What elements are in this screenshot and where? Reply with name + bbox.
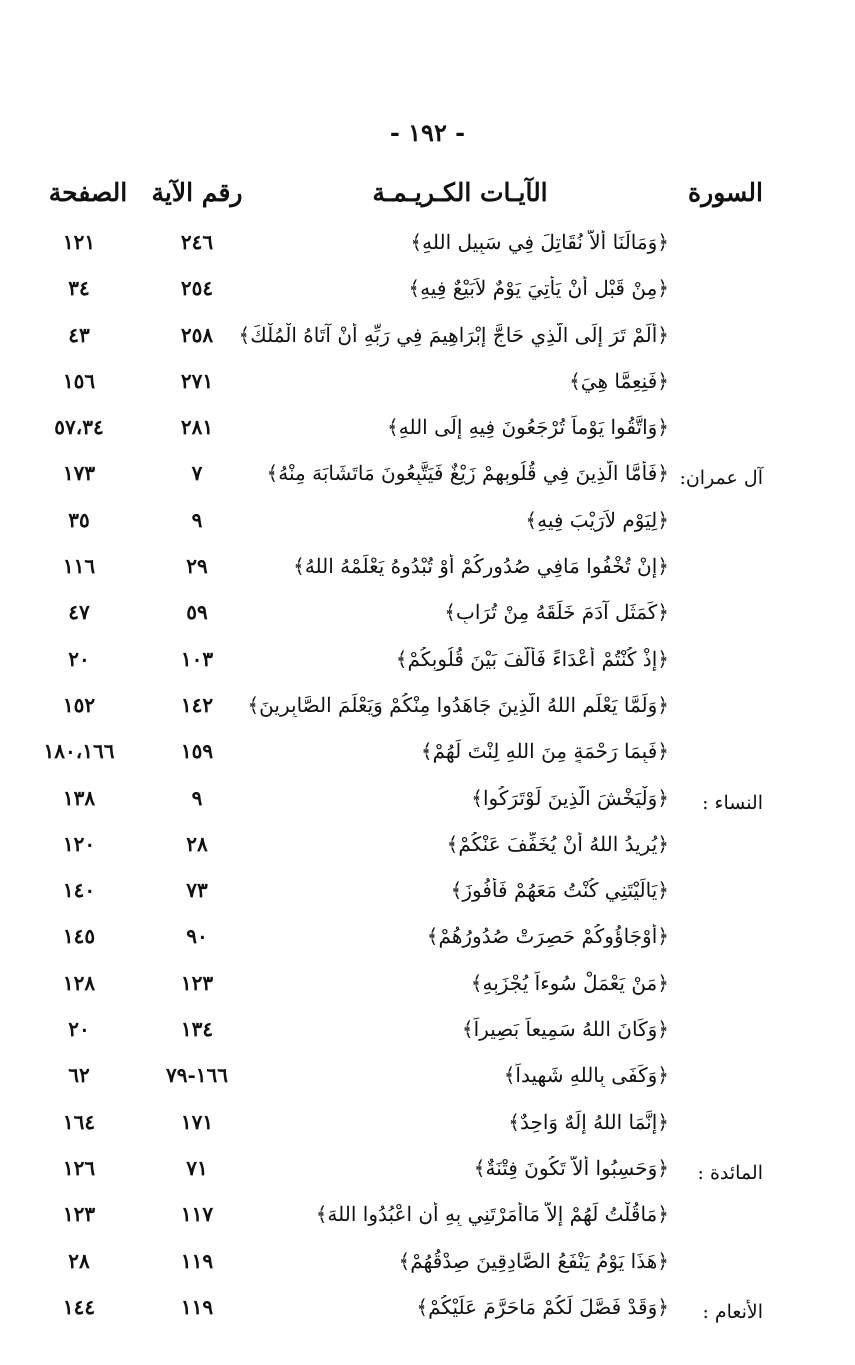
table-row bbox=[0, 731, 855, 777]
page-cell: ١٥٢ bbox=[62, 692, 96, 717]
verse-cell: ﴿وَلَمَّا يَعْلَمِ اللهُ الَّذِينَ جَاهَدُوا مِنْكُمْ وَيَعْلَمَ الصَّابِرِينَ﴾ bbox=[247, 692, 669, 717]
page-cell: ١٤٥ bbox=[62, 924, 96, 949]
ayah-number-cell: ١٠٣ bbox=[180, 646, 214, 671]
verse-cell: ﴿وَكَفَى بِاللهِ شَهِيداً﴾ bbox=[503, 1063, 669, 1088]
verse-cell: ﴿يُرِيدُ اللهُ أَنْ يُخَفِّفَ عَنْكُمْ﴾ bbox=[446, 831, 669, 856]
page-cell: ١٣٨ bbox=[62, 785, 96, 810]
verse-cell: ﴿وَمَالَنَا أَلاَّ نُقَاتِلَ فِي سَبِيلِ اللهِ﴾ bbox=[410, 230, 669, 254]
verse-cell: ﴿مِنْ قَبْلِ أَنْ يَأْتِيَ يَوْمٌ لاَبَيْعٌ فِيهِ﴾ bbox=[408, 276, 669, 301]
page-cell: ٣٥ bbox=[68, 507, 90, 532]
ayah-number-cell: ١٧١ bbox=[180, 1109, 214, 1134]
page-cell: ١٧٣ bbox=[62, 461, 96, 486]
index-table bbox=[0, 222, 855, 1333]
table-row bbox=[0, 1194, 855, 1240]
ayah-number-cell: ٢٤٦ bbox=[180, 230, 214, 254]
table-row bbox=[0, 870, 855, 916]
table-row bbox=[0, 592, 855, 638]
surah-cell: المائدة : bbox=[697, 1161, 763, 1184]
page-cell: ١٢١ bbox=[62, 230, 96, 254]
verse-cell: ﴿وَلْيَخْشَ الَّذِينَ لَوْتَرَكُوا﴾ bbox=[471, 785, 669, 810]
header-page: الصفحة bbox=[48, 178, 128, 207]
table-row bbox=[0, 500, 855, 546]
ayah-number-cell: ٢٩ bbox=[186, 554, 208, 579]
surah-cell: النساء : bbox=[702, 791, 763, 814]
page-cell: ١٤٠ bbox=[62, 878, 96, 903]
page-cell: ٢٠ bbox=[68, 1017, 90, 1042]
table-row bbox=[0, 916, 855, 962]
verse-cell: ﴿وَكَانَ اللهُ سَمِيعاً بَصِيراً﴾ bbox=[461, 1017, 669, 1042]
ayah-number-cell: ١٤٢ bbox=[180, 692, 214, 717]
page-cell: ١٢٠ bbox=[62, 831, 96, 856]
table-row bbox=[0, 453, 855, 499]
table-row bbox=[0, 361, 855, 407]
ayah-number-cell: ٩٠ bbox=[186, 924, 208, 949]
table-row bbox=[0, 268, 855, 314]
ayah-number-cell: ٧ bbox=[191, 461, 203, 486]
table-row bbox=[0, 546, 855, 592]
page-cell: ٦٢ bbox=[68, 1063, 90, 1088]
table-row bbox=[0, 407, 855, 453]
verse-cell: ﴿فَأَمَّا الَّذِينَ فِي قُلُوبِهِمْ زَيْغٌ فَيَتَّبِعُونَ مَاتَشَابَهَ مِنْهُ﴾ bbox=[266, 461, 669, 486]
table-header bbox=[0, 172, 855, 216]
table-row bbox=[0, 824, 855, 870]
verse-cell: ﴿أَوْجَاؤُوكُمْ حَصِرَتْ صُدُورُهُمْ﴾ bbox=[426, 924, 669, 949]
table-row bbox=[0, 1009, 855, 1055]
verse-cell: ﴿مَنْ يَعْمَلْ سُوءاً يُجْزَبِهِ﴾ bbox=[470, 970, 669, 995]
verse-cell: ﴿وَاتَّقُوا يَوْماً تُرْجَعُونَ فِيهِ إِلَى اللهِ﴾ bbox=[387, 415, 669, 440]
table-row bbox=[0, 1241, 855, 1287]
page-cell: ١٢٦ bbox=[62, 1155, 96, 1180]
page-cell: ٤٧ bbox=[68, 600, 90, 625]
table-row bbox=[0, 778, 855, 824]
ayah-number-cell: ٢٨ bbox=[186, 831, 208, 856]
table-row bbox=[0, 1102, 855, 1148]
header-ayah-number: رقم الآية bbox=[151, 178, 243, 207]
verse-cell: ﴿يَالَيْتَنِي كُنْتُ مَعَهُمْ فَأَفُوزَ﴾ bbox=[450, 878, 669, 903]
ayah-number-cell: ١١٧ bbox=[180, 1202, 214, 1227]
table-row bbox=[0, 1148, 855, 1194]
ayah-number-cell: ٢٧١ bbox=[180, 368, 214, 393]
verse-cell: ﴿إِنَّمَا اللهُ إِلَهٌ وَاحِدٌ﴾ bbox=[508, 1109, 669, 1134]
table-row bbox=[0, 222, 855, 268]
page-cell: ١٦٤ bbox=[62, 1109, 96, 1134]
verse-cell: ﴿إِذْ كُنْتُمْ أَعْدَاءً فَأَلَّفَ بَيْنَ قُلُوبِكُمْ﴾ bbox=[395, 646, 669, 671]
header-ayat: الآيـات الكـريـمـة bbox=[372, 178, 548, 207]
verse-cell: ﴿فَبِمَا رَحْمَةٍ مِنَ اللهِ لِنْتَ لَهُمْ﴾ bbox=[420, 739, 669, 764]
surah-cell: الأنعام : bbox=[702, 1300, 763, 1323]
ayah-number-cell: ٢٨١ bbox=[180, 415, 214, 440]
ayah-number-cell: ٩ bbox=[191, 785, 203, 810]
verse-cell: ﴿لِيَوْمٍ لاَرَيْبَ فِيهِ﴾ bbox=[525, 507, 669, 532]
verse-cell: ﴿مَاقُلْتُ لَهُمْ إِلاَّ مَاأَمَرْتَنِي بِهِ أَنِ اعْبُدُوا اللهَ﴾ bbox=[315, 1202, 669, 1227]
ayah-number-cell: ٥٩ bbox=[186, 600, 208, 625]
ayah-number-cell: ١٥٩ bbox=[180, 739, 214, 764]
ayah-number-cell: ٧١ bbox=[186, 1155, 208, 1180]
ayah-number-cell: ١١٩ bbox=[180, 1294, 214, 1319]
table-row bbox=[0, 1055, 855, 1101]
ayah-number-cell: ٢٥٨ bbox=[180, 322, 214, 347]
verse-cell: ﴿إِنْ تُخْفُوا مَافِي صُدُورِكُمْ أَوْ تُبْدُوهُ يَعْلَمْهُ اللهُ﴾ bbox=[293, 554, 669, 579]
verse-cell: ﴿هَذَا يَوْمُ يَنْفَعُ الصَّادِقِينَ صِدْقُهُمْ﴾ bbox=[398, 1248, 669, 1273]
surah-cell: آل عمران: bbox=[679, 467, 763, 490]
table-row bbox=[0, 639, 855, 685]
page-cell: ٥٧،٣٤ bbox=[54, 415, 104, 440]
page-cell: ٢٠ bbox=[68, 646, 90, 671]
ayah-number-cell: ٩ bbox=[191, 507, 203, 532]
verse-cell: ﴿فَنِعِمَّا هِيَ﴾ bbox=[569, 368, 669, 393]
verse-cell: ﴿أَلَمْ تَرَ إِلَى الَّذِي حَاجَّ إِبْرَاهِيمَ فِي رَبِّهِ أَنْ آتَاهُ الْمُلْكَ﴾ bbox=[238, 322, 669, 347]
table-row bbox=[0, 685, 855, 731]
page-cell: ١٨٠،١٦٦ bbox=[43, 739, 115, 764]
header-surah: السورة bbox=[688, 178, 763, 207]
ayah-number-cell: ٧٣ bbox=[186, 878, 208, 903]
page-cell: ١١٦ bbox=[62, 554, 96, 579]
page-cell: ٣٤ bbox=[68, 276, 90, 301]
ayah-number-cell: ١٢٣ bbox=[180, 970, 214, 995]
page-cell: ٤٣ bbox=[68, 322, 90, 347]
page-cell: ١٢٨ bbox=[62, 970, 96, 995]
ayah-number-cell: ٢٥٤ bbox=[180, 276, 214, 301]
verse-cell: ﴿وَحَسِبُوا أَلاَّ تَكُونَ فِتْنَةٌ﴾ bbox=[473, 1155, 669, 1180]
ayah-number-cell: ١٣٤ bbox=[180, 1017, 214, 1042]
page-cell: ١٥٦ bbox=[62, 368, 96, 393]
verse-cell: ﴿كَمَثَلِ آدَمَ خَلَقَهُ مِنْ تُرَابٍ﴾ bbox=[444, 600, 669, 625]
page-cell: ١٤٤ bbox=[62, 1294, 96, 1319]
verse-cell: ﴿وَقَدْ فَصَّلَ لَكُمْ مَاحَرَّمَ عَلَيْكُمْ﴾ bbox=[416, 1294, 669, 1319]
ayah-number-cell: ١٦٦-٧٩ bbox=[165, 1063, 229, 1088]
page-number: - ١٩٢ - bbox=[389, 118, 466, 147]
table-row bbox=[0, 315, 855, 361]
page-cell: ٢٨ bbox=[68, 1248, 90, 1273]
table-row bbox=[0, 1287, 855, 1333]
table-row bbox=[0, 963, 855, 1009]
page-cell: ١٢٣ bbox=[62, 1202, 96, 1227]
ayah-number-cell: ١١٩ bbox=[180, 1248, 214, 1273]
